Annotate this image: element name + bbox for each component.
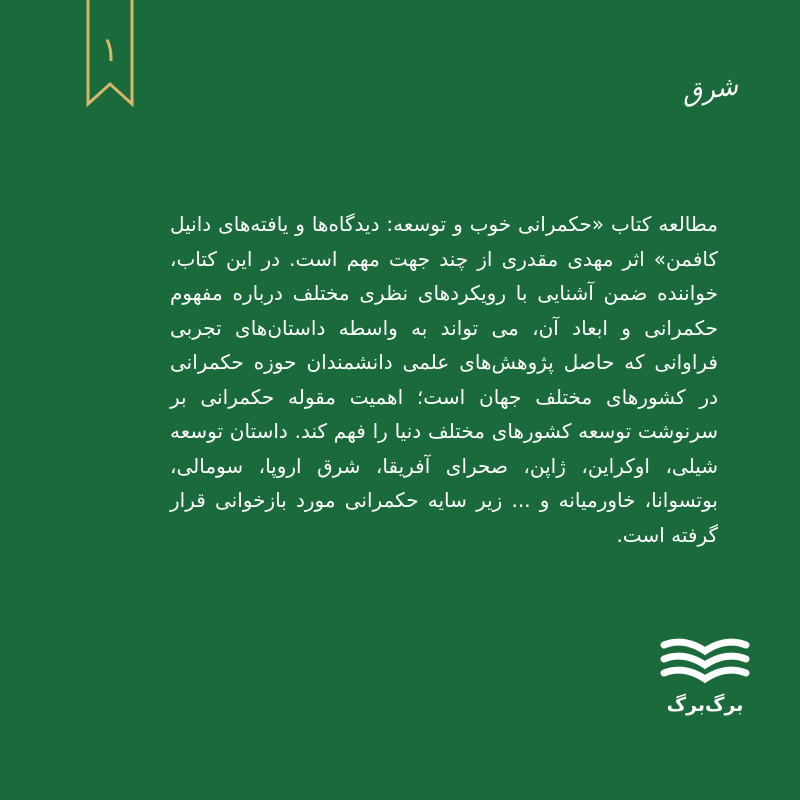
source-logo <box>666 64 755 115</box>
brand-name: برگ‌برگ <box>666 694 744 716</box>
page-number: ۱ <box>100 30 120 70</box>
body-text: مطالعه کتاب «حکمرانی خوب و توسعه: دیدگاه‌ها و یافته‌های دانیل کافمن» اثر مهدی مقدری از چند جهت مهم است. در این کتاب، خواننده ضمن آشنایی با رویکردهای نظری مختلف درباره مفهوم حکمرانی و ابعاد آن، می تواند به واسطه داستان‌های تجربی فراوانی که حاصل پژوهش‌های علمی دانشمندان حوزه حکمرانی در کشورهای مختلف جهان است؛ اهمیت مقوله حکمرانی بر سرنوشت توسعه کشورهای مختلف دنیا را فهم کند. داستان توسعه شیلی، اوکراین، ژاپن، صحرای آفریقا، شرق اروپا، سومالی، بوتسوانا، خاورمیانه و ... زیر سایه حکمرانی مورد بازخوانی قرار گرفته است. <box>170 212 718 547</box>
source-logo-text: شرق <box>680 71 740 109</box>
